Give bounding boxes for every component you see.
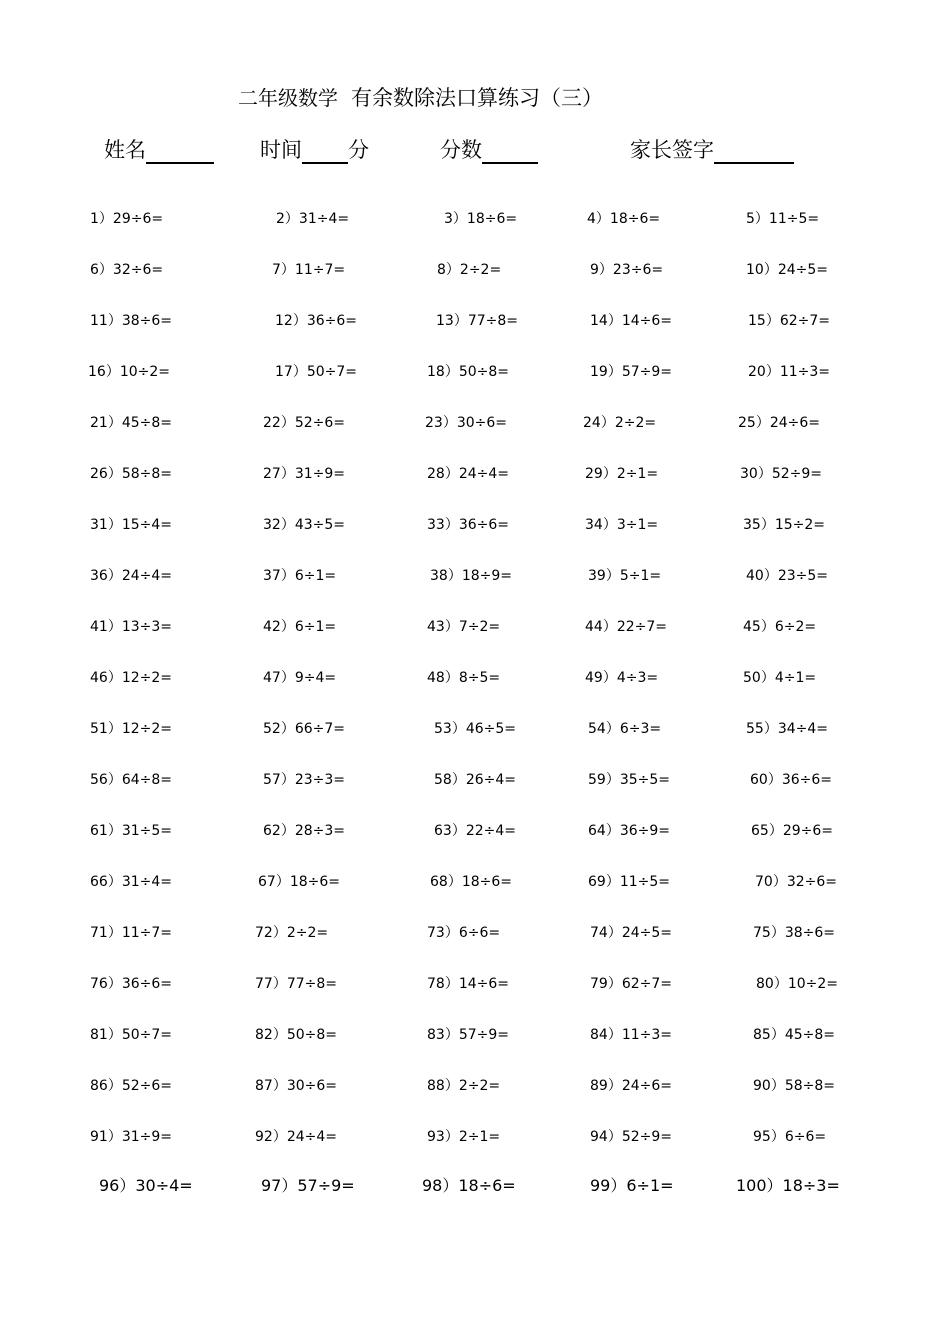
problem-item: 97）57÷9= xyxy=(261,1176,355,1195)
problem-item: 37）6÷1= xyxy=(263,568,337,584)
problem-item: 73）6÷6= xyxy=(427,925,501,941)
problem-item: 76）36÷6= xyxy=(90,976,172,992)
title-topic: 有余数除法口算练习（三） xyxy=(351,86,603,110)
problem-item: 80）10÷2= xyxy=(756,976,838,992)
problem-item: 21）45÷8= xyxy=(90,415,172,431)
problem-item: 79）62÷7= xyxy=(590,976,672,992)
problem-item: 2）31÷4= xyxy=(276,211,350,227)
problem-item: 60）36÷6= xyxy=(750,772,832,788)
problem-item: 34）3÷1= xyxy=(585,517,659,533)
problem-item: 64）36÷9= xyxy=(588,823,670,839)
problem-item: 68）18÷6= xyxy=(430,874,512,890)
problem-item: 71）11÷7= xyxy=(90,925,172,941)
problem-item: 41）13÷3= xyxy=(90,619,172,635)
problem-item: 14）14÷6= xyxy=(590,313,672,329)
problem-item: 5）11÷5= xyxy=(746,211,820,227)
problem-item: 32）43÷5= xyxy=(263,517,345,533)
problem-item: 50）4÷1= xyxy=(743,670,817,686)
problem-item: 45）6÷2= xyxy=(743,619,817,635)
problem-item: 89）24÷6= xyxy=(590,1078,672,1094)
problem-item: 90）58÷8= xyxy=(753,1078,835,1094)
problem-item: 58）26÷4= xyxy=(434,772,516,788)
problem-item: 77）77÷8= xyxy=(255,976,337,992)
time-field xyxy=(260,134,369,164)
problem-item: 65）29÷6= xyxy=(751,823,833,839)
score-field xyxy=(440,134,538,164)
problem-item: 95）6÷6= xyxy=(753,1129,827,1145)
parent-signature-blank[interactable] xyxy=(714,134,794,164)
problem-item: 13）77÷8= xyxy=(436,313,518,329)
problem-item: 18）50÷8= xyxy=(427,364,509,380)
problem-item: 8）2÷2= xyxy=(437,262,502,278)
problem-item: 49）4÷3= xyxy=(585,670,659,686)
score-blank[interactable] xyxy=(482,134,538,164)
problem-item: 56）64÷8= xyxy=(90,772,172,788)
problem-item: 52）66÷7= xyxy=(263,721,345,737)
problem-item: 17）50÷7= xyxy=(275,364,357,380)
problem-item: 15）62÷7= xyxy=(748,313,830,329)
problem-item: 24）2÷2= xyxy=(583,415,657,431)
problem-item: 74）24÷5= xyxy=(590,925,672,941)
problem-item: 84）11÷3= xyxy=(590,1027,672,1043)
problem-item: 70）32÷6= xyxy=(755,874,837,890)
problem-item: 47）9÷4= xyxy=(263,670,337,686)
problem-item: 100）18÷3= xyxy=(736,1176,840,1195)
problem-item: 1）29÷6= xyxy=(90,211,164,227)
problem-item: 11）38÷6= xyxy=(90,313,172,329)
problem-item: 62）28÷3= xyxy=(263,823,345,839)
problem-item: 67）18÷6= xyxy=(258,874,340,890)
problem-item: 88）2÷2= xyxy=(427,1078,501,1094)
problem-item: 48）8÷5= xyxy=(427,670,501,686)
problem-item: 26）58÷8= xyxy=(90,466,172,482)
problem-item: 91）31÷9= xyxy=(90,1129,172,1145)
problem-item: 98）18÷6= xyxy=(422,1176,516,1195)
problem-item: 4）18÷6= xyxy=(587,211,661,227)
problem-item: 9）23÷6= xyxy=(590,262,664,278)
problem-item: 40）23÷5= xyxy=(746,568,828,584)
problem-item: 22）52÷6= xyxy=(263,415,345,431)
problem-item: 28）24÷4= xyxy=(427,466,509,482)
problem-item: 53）46÷5= xyxy=(434,721,516,737)
problem-item: 87）30÷6= xyxy=(255,1078,337,1094)
problem-item: 35）15÷2= xyxy=(743,517,825,533)
problem-item: 6）32÷6= xyxy=(90,262,164,278)
problem-item: 59）35÷5= xyxy=(588,772,670,788)
problem-item: 99）6÷1= xyxy=(590,1176,674,1195)
problem-item: 92）24÷4= xyxy=(255,1129,337,1145)
problem-item: 82）50÷8= xyxy=(255,1027,337,1043)
problem-item: 57）23÷3= xyxy=(263,772,345,788)
problem-item: 51）12÷2= xyxy=(90,721,172,737)
name-label: 姓名 xyxy=(104,138,146,162)
time-label: 时间 xyxy=(260,138,302,162)
problem-item: 63）22÷4= xyxy=(434,823,516,839)
title-grade: 二年级数学 xyxy=(238,86,338,110)
problem-item: 61）31÷5= xyxy=(90,823,172,839)
problem-item: 25）24÷6= xyxy=(738,415,820,431)
problem-item: 66）31÷4= xyxy=(90,874,172,890)
problem-item: 94）52÷9= xyxy=(590,1129,672,1145)
problem-item: 96）30÷4= xyxy=(99,1176,193,1195)
problem-item: 16）10÷2= xyxy=(88,364,170,380)
problem-item: 3）18÷6= xyxy=(444,211,518,227)
problem-item: 93）2÷1= xyxy=(427,1129,501,1145)
problem-item: 81）50÷7= xyxy=(90,1027,172,1043)
name-blank[interactable] xyxy=(146,134,214,164)
problem-item: 78）14÷6= xyxy=(427,976,509,992)
parent-signature-field xyxy=(630,134,794,164)
problem-item: 42）6÷1= xyxy=(263,619,337,635)
problem-item: 86）52÷6= xyxy=(90,1078,172,1094)
problem-item: 12）36÷6= xyxy=(275,313,357,329)
time-blank[interactable] xyxy=(302,134,348,164)
problem-item: 44）22÷7= xyxy=(585,619,667,635)
problem-item: 27）31÷9= xyxy=(263,466,345,482)
parent-signature-label: 家长签字 xyxy=(630,138,714,162)
problem-item: 10）24÷5= xyxy=(746,262,828,278)
problem-item: 39）5÷1= xyxy=(588,568,662,584)
problem-item: 69）11÷5= xyxy=(588,874,670,890)
problem-item: 43）7÷2= xyxy=(427,619,501,635)
problem-item: 54）6÷3= xyxy=(588,721,662,737)
problem-item: 30）52÷9= xyxy=(740,466,822,482)
name-field xyxy=(104,134,214,164)
problem-item: 7）11÷7= xyxy=(272,262,346,278)
score-label: 分数 xyxy=(440,138,482,162)
problem-item: 75）38÷6= xyxy=(753,925,835,941)
problem-item: 31）15÷4= xyxy=(90,517,172,533)
time-unit: 分 xyxy=(348,138,369,162)
problem-item: 72）2÷2= xyxy=(255,925,329,941)
problem-item: 83）57÷9= xyxy=(427,1027,509,1043)
problem-item: 55）34÷4= xyxy=(746,721,828,737)
problem-item: 36）24÷4= xyxy=(90,568,172,584)
problem-item: 19）57÷9= xyxy=(590,364,672,380)
problem-item: 20）11÷3= xyxy=(748,364,830,380)
problem-item: 46）12÷2= xyxy=(90,670,172,686)
problem-item: 85）45÷8= xyxy=(753,1027,835,1043)
problem-item: 23）30÷6= xyxy=(425,415,507,431)
problem-item: 29）2÷1= xyxy=(585,466,659,482)
problem-item: 38）18÷9= xyxy=(430,568,512,584)
problem-item: 33）36÷6= xyxy=(427,517,509,533)
